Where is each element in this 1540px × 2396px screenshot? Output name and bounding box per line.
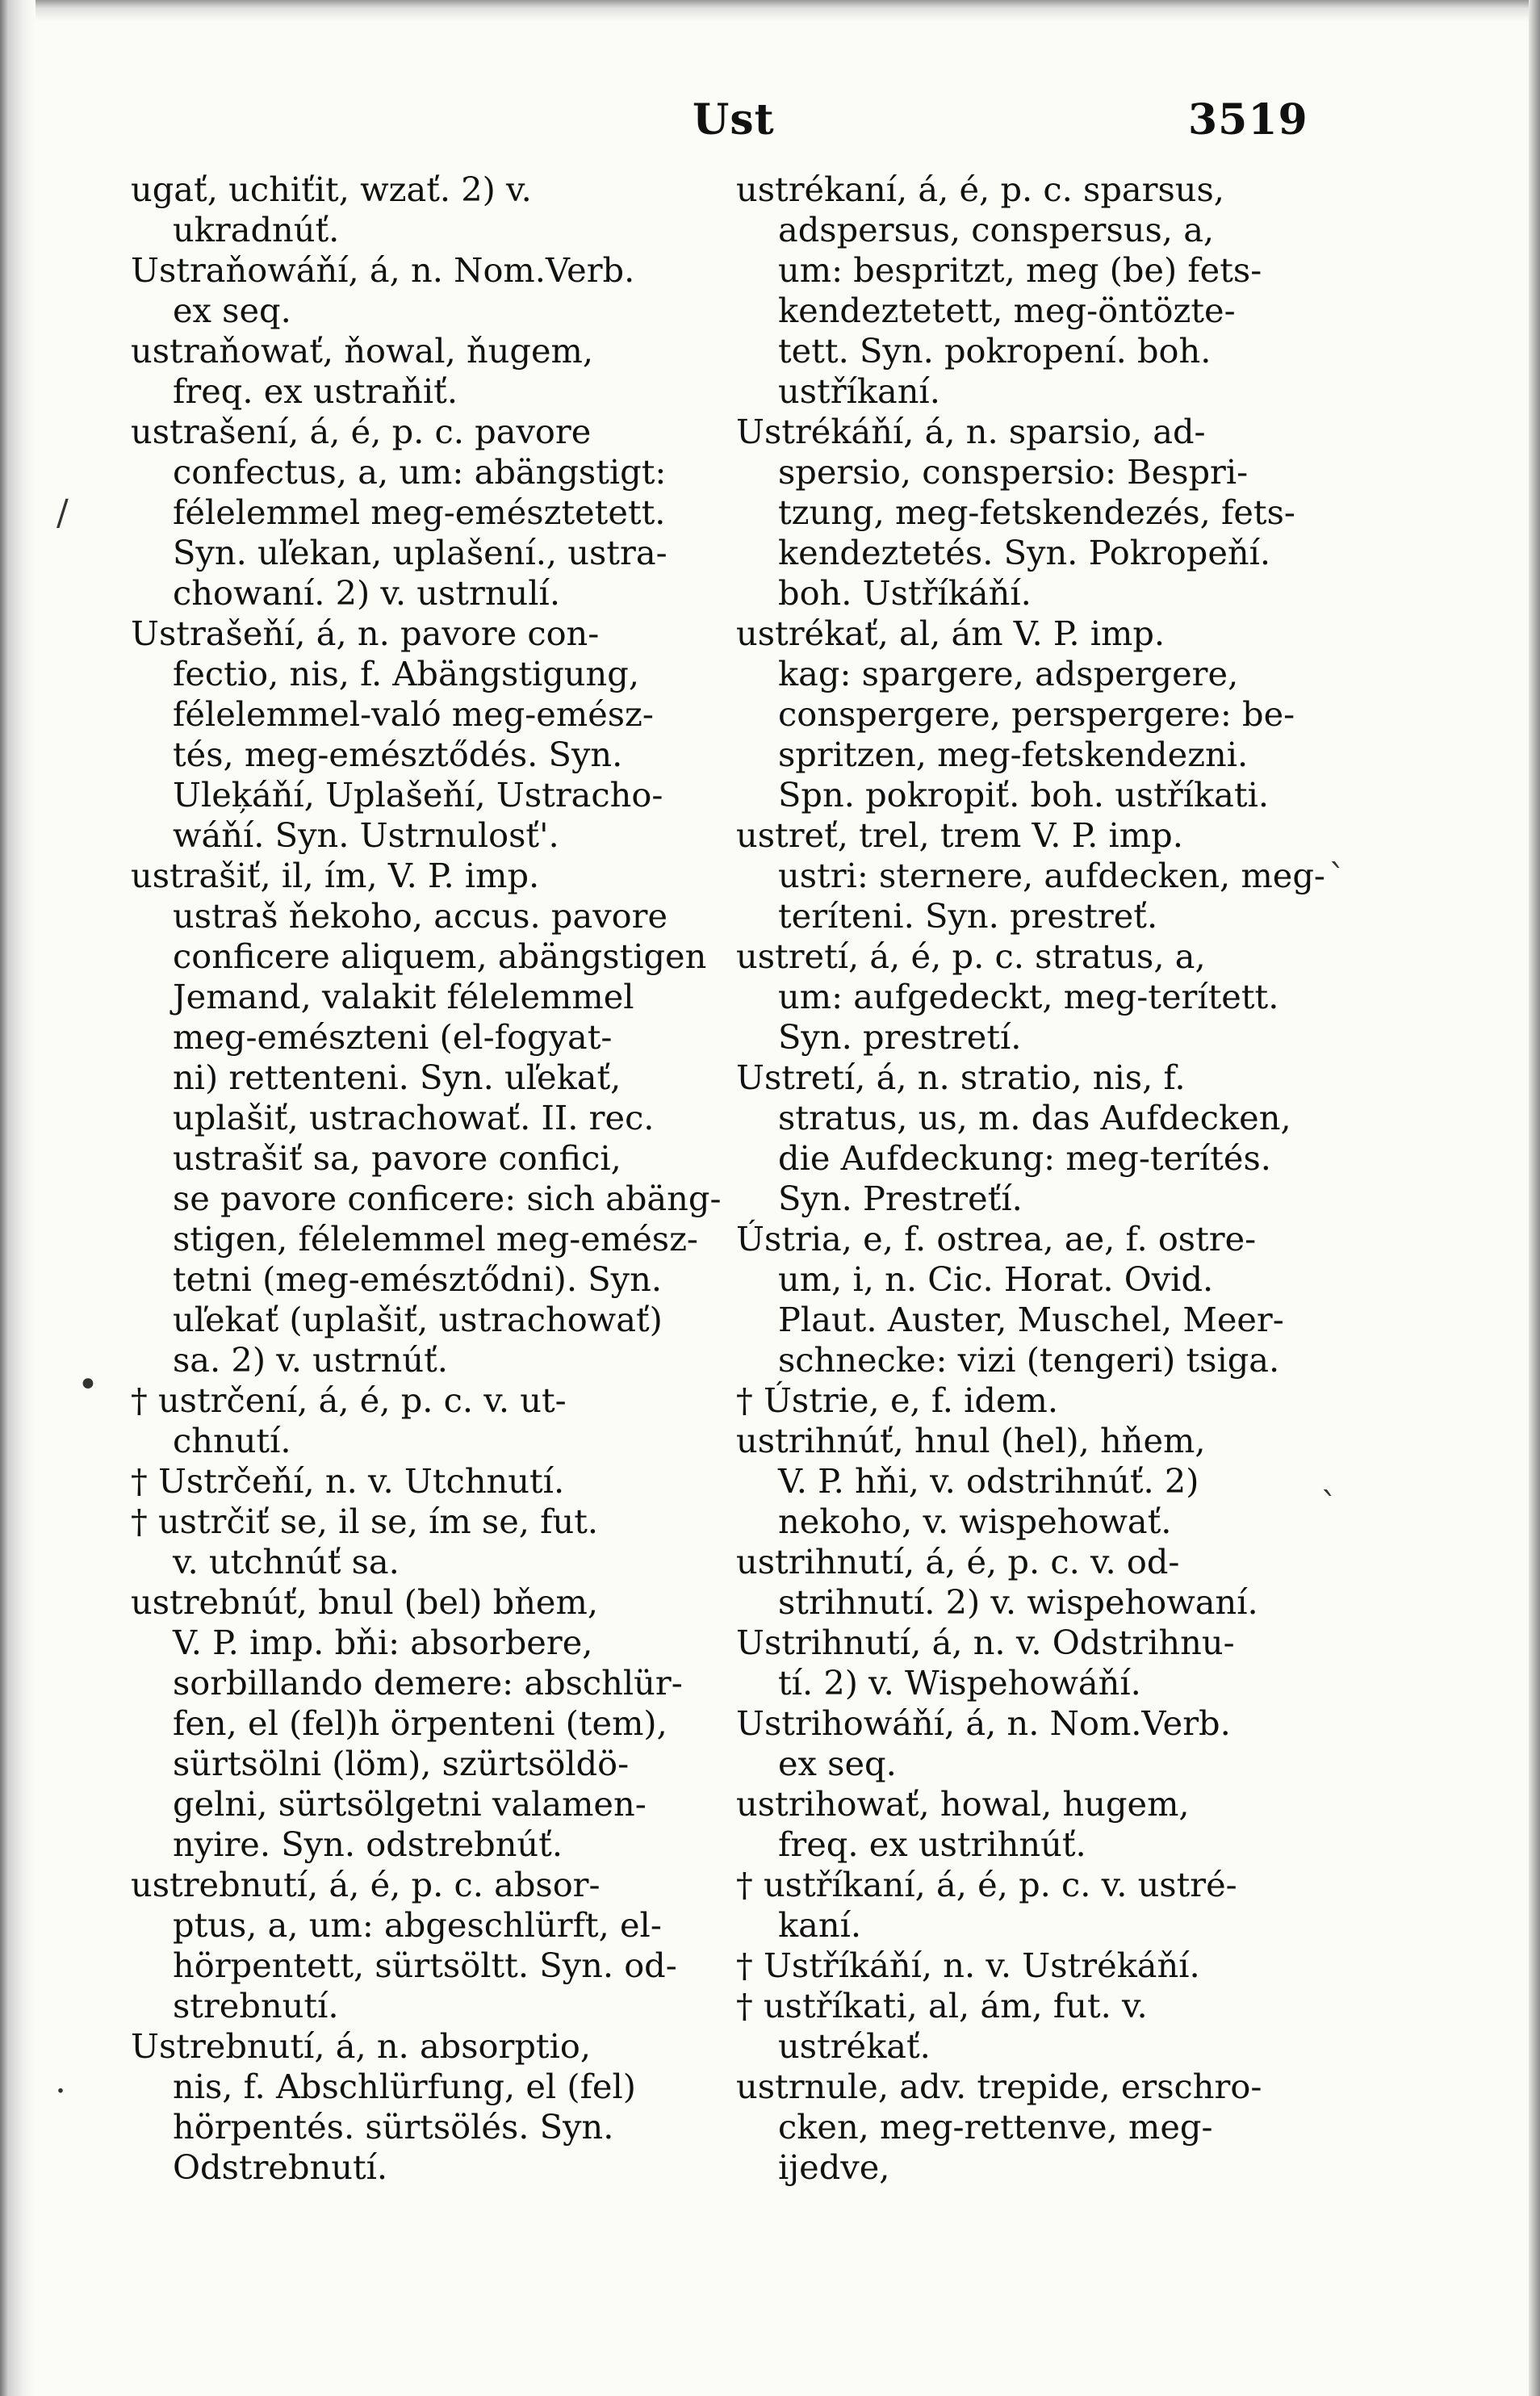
entry-line: Ustraňowáňí, á, n. Nom.Verb. xyxy=(131,250,635,290)
entry-line: ustrihnúť, hnul (hel), hňem, xyxy=(736,1421,1206,1460)
entry-line: fectio, nis, f. Abängstigung, xyxy=(173,654,640,693)
entry-line: † ustrčení, á, é, p. c. v. ut- xyxy=(131,1380,567,1420)
entry-line: félelemmel meg-emésztetett. xyxy=(173,492,666,532)
margin-mark: ` xyxy=(1320,1485,1338,1527)
page-gutter-shadow xyxy=(0,0,36,2396)
entry-line: uľekať (uplašiť, ustrachowať) xyxy=(173,1300,663,1339)
entry-line: Ustrékáňí, á, n. sparsio, ad- xyxy=(736,412,1206,451)
entry-line: um: aufgedeckt, meg-terített. xyxy=(778,977,1279,1016)
entry-line: nis, f. Abschlürfung, el (fel) xyxy=(173,2067,636,2106)
entry-line: nyire. Syn. odstrebnúť. xyxy=(173,1824,563,1864)
entry-line: Uleķáňí, Uplašeňí, Ustracho- xyxy=(173,775,663,815)
entry-line: adspersus, conspersus, a, xyxy=(778,210,1215,249)
entry-line: sürtsölni (löm), szürtsöldö- xyxy=(173,1744,630,1783)
entry-line: ustraš ňekoho, accus. pavore xyxy=(173,896,668,936)
entry-line: ustri: sternere, aufdecken, meg- xyxy=(778,856,1325,895)
running-head-word: Ust xyxy=(693,95,775,145)
entry-line: † ustříkaní, á, é, p. c. v. ustré- xyxy=(736,1865,1237,1904)
entry-line: tzung, meg-fetskendezés, fets- xyxy=(778,492,1295,532)
entry-line: ustretí, á, é, p. c. stratus, a, xyxy=(736,936,1206,976)
entry-line: confectus, a, um: abängstigt: xyxy=(173,452,667,492)
entry-line: tetni (meg-emésztődni). Syn. xyxy=(173,1259,663,1299)
entry-line: ijedve, xyxy=(778,2147,890,2187)
entry-line: fen, el (fel)h örpenteni (tem), xyxy=(173,1703,667,1743)
entry-line: cken, meg-rettenve, meg- xyxy=(778,2107,1213,2147)
entry-line: teríteni. Syn. prestreť. xyxy=(778,896,1158,936)
entry-line: tés, meg-emésztődés. Syn. xyxy=(173,735,623,774)
entry-line: ustrihnutí, á, é, p. c. v. od- xyxy=(736,1542,1180,1581)
entry-line: † Ustříkáňí, n. v. Ustrékáňí. xyxy=(736,1946,1200,1985)
entry-line: stigen, félelemmel meg-emész- xyxy=(173,1219,698,1259)
right-column xyxy=(736,170,1325,2188)
entry-line: † Ústrie, e, f. idem. xyxy=(736,1380,1059,1420)
entry-line: Syn. prestretí. xyxy=(778,1017,1022,1057)
entry-line: spritzen, meg-fetskendezni. xyxy=(778,735,1249,774)
entry-line: die Aufdeckung: meg-terítés. xyxy=(778,1138,1271,1178)
entry-line: ex seq. xyxy=(173,291,291,330)
entry-line: strihnutí. 2) v. wispehowaní. xyxy=(778,1582,1258,1622)
entry-line: chowaní. 2) v. ustrnulí. xyxy=(173,573,561,613)
entry-line: stratus, us, m. das Aufdecken, xyxy=(778,1098,1291,1137)
entry-line: ustrékať. xyxy=(778,2026,931,2066)
entry-line: Ustrašeňí, á, n. pavore con- xyxy=(131,614,600,653)
entry-line: ex seq. xyxy=(778,1744,897,1783)
page-top-edge xyxy=(36,0,1540,21)
entry-line: ustrašení, á, é, p. c. pavore xyxy=(131,412,592,451)
page-header xyxy=(0,95,1540,152)
entry-line: ukradnúť. xyxy=(173,210,340,249)
entry-line: ustreť, trel, trem V. P. imp. xyxy=(736,815,1183,855)
entry-line: ugať, uchiťit, wzať. 2) v. xyxy=(131,170,532,209)
entry-line: sa. 2) v. ustrnúť. xyxy=(173,1340,448,1380)
entry-line: Syn. Prestreťí. xyxy=(778,1179,1023,1218)
entry-line: félelemmel-való meg-emész- xyxy=(173,694,654,734)
margin-mark: • xyxy=(77,1364,98,1405)
entry-line: chnutí. xyxy=(173,1421,291,1460)
entry-line: Syn. uľekan, uplašení., ustra- xyxy=(173,533,667,572)
entry-line: v. utchnúť sa. xyxy=(173,1542,400,1581)
entry-line: ustraňowať, ňowal, ňugem, xyxy=(131,331,594,371)
entry-line: hörpentés. sürtsölés. Syn. xyxy=(173,2107,614,2147)
entry-line: se pavore conficere: sich abäng- xyxy=(173,1179,722,1218)
entry-line: ni) rettenteni. Syn. uľekať, xyxy=(173,1058,621,1097)
entry-line: ustrnule, adv. trepide, erschro- xyxy=(736,2067,1262,2106)
entry-line: tett. Syn. pokropení. boh. xyxy=(778,331,1211,371)
page-right-edge xyxy=(1529,0,1540,2396)
entry-line: spersio, conspersio: Bespri- xyxy=(778,452,1249,492)
entry-line: kendeztetés. Syn. Pokropeňí. xyxy=(778,533,1271,572)
entry-line: ustrebnutí, á, é, p. c. absor- xyxy=(131,1865,601,1904)
entry-line: kendeztetett, meg-öntözte- xyxy=(778,291,1236,330)
entry-line: ustrékať, al, ám V. P. imp. xyxy=(736,614,1165,653)
margin-mark: . xyxy=(55,2060,66,2101)
entry-line: † ustříkati, al, ám, fut. v. xyxy=(736,1986,1148,2025)
entry-line: uplašiť, ustrachowať. II. rec. xyxy=(173,1098,655,1137)
entry-line: Ustretí, á, n. stratio, nis, f. xyxy=(736,1058,1186,1097)
entry-line: wáňí. Syn. Ustrnulosť'. xyxy=(173,815,559,855)
entry-line: Plaut. Auster, Muschel, Meer- xyxy=(778,1300,1284,1339)
entry-line: tí. 2) v. Wispehowáňí. xyxy=(778,1663,1141,1703)
entry-line: gelni, sürtsölgetni valamen- xyxy=(173,1784,647,1824)
margin-mark: ` xyxy=(1329,857,1346,898)
left-column xyxy=(131,170,722,2188)
entry-line: hörpentett, sürtsöltt. Syn. od- xyxy=(173,1946,677,1985)
entry-line: freq. ex ustraňiť. xyxy=(173,371,458,411)
entry-line: Spn. pokropiť. boh. ustříkati. xyxy=(778,775,1270,815)
entry-line: † Ustrčeňí, n. v. Utchnutí. xyxy=(131,1461,565,1501)
entry-line: kaní. xyxy=(778,1905,862,1945)
entry-line: conficere aliquem, abängstigen xyxy=(173,936,707,976)
entry-line: ustříkaní. xyxy=(778,371,940,411)
entry-line: † ustrčiť se, il se, ím se, fut. xyxy=(131,1502,599,1541)
margin-mark: / xyxy=(56,492,69,534)
entry-line: Ustrihowáňí, á, n. Nom.Verb. xyxy=(736,1703,1231,1743)
entry-line: V. P. hňi, v. odstrihnúť. 2) xyxy=(778,1461,1199,1501)
entry-line: freq. ex ustrihnúť. xyxy=(778,1824,1086,1864)
entry-line: boh. Ustříkáňí. xyxy=(778,573,1032,613)
entry-line: Jemand, valakit félelemmel xyxy=(173,977,634,1016)
entry-line: kag: spargere, adspergere, xyxy=(778,654,1239,693)
entry-line: Ustrihnutí, á, n. v. Odstrihnu- xyxy=(736,1623,1235,1662)
entry-line: V. P. imp. bňi: absorbere, xyxy=(173,1623,593,1662)
entry-line: um: bespritzt, meg (be) fets- xyxy=(778,250,1262,290)
entry-line: ustrékaní, á, é, p. c. sparsus, xyxy=(736,170,1224,209)
entry-line: ustrašiť, il, ím, V. P. imp. xyxy=(131,856,540,895)
entry-line: nekoho, v. wispehowať. xyxy=(778,1502,1172,1541)
entry-line: Ustrebnutí, á, n. absorptio, xyxy=(131,2026,592,2066)
page-number: 3519 xyxy=(1188,95,1308,145)
entry-line: ustrihowať, howal, hugem, xyxy=(736,1784,1190,1824)
entry-line: Ústria, e, f. ostrea, ae, f. ostre- xyxy=(736,1219,1257,1259)
entry-line: um, i, n. Cic. Horat. Ovid. xyxy=(778,1259,1214,1299)
entry-line: schnecke: vizi (tengeri) tsiga. xyxy=(778,1340,1280,1380)
entry-line: sorbillando demere: abschlür- xyxy=(173,1663,683,1703)
entry-line: Odstrebnutí. xyxy=(173,2147,388,2187)
entry-line: ustrebnúť, bnul (bel) bňem, xyxy=(131,1582,599,1622)
entry-line: strebnutí. xyxy=(173,1986,339,2025)
entry-line: ptus, a, um: abgeschlürft, el- xyxy=(173,1905,662,1945)
entry-line: ustrašiť sa, pavore confici, xyxy=(173,1138,621,1178)
entry-line: conspergere, perspergere: be- xyxy=(778,694,1295,734)
entry-line: meg-emészteni (el-fogyat- xyxy=(173,1017,613,1057)
